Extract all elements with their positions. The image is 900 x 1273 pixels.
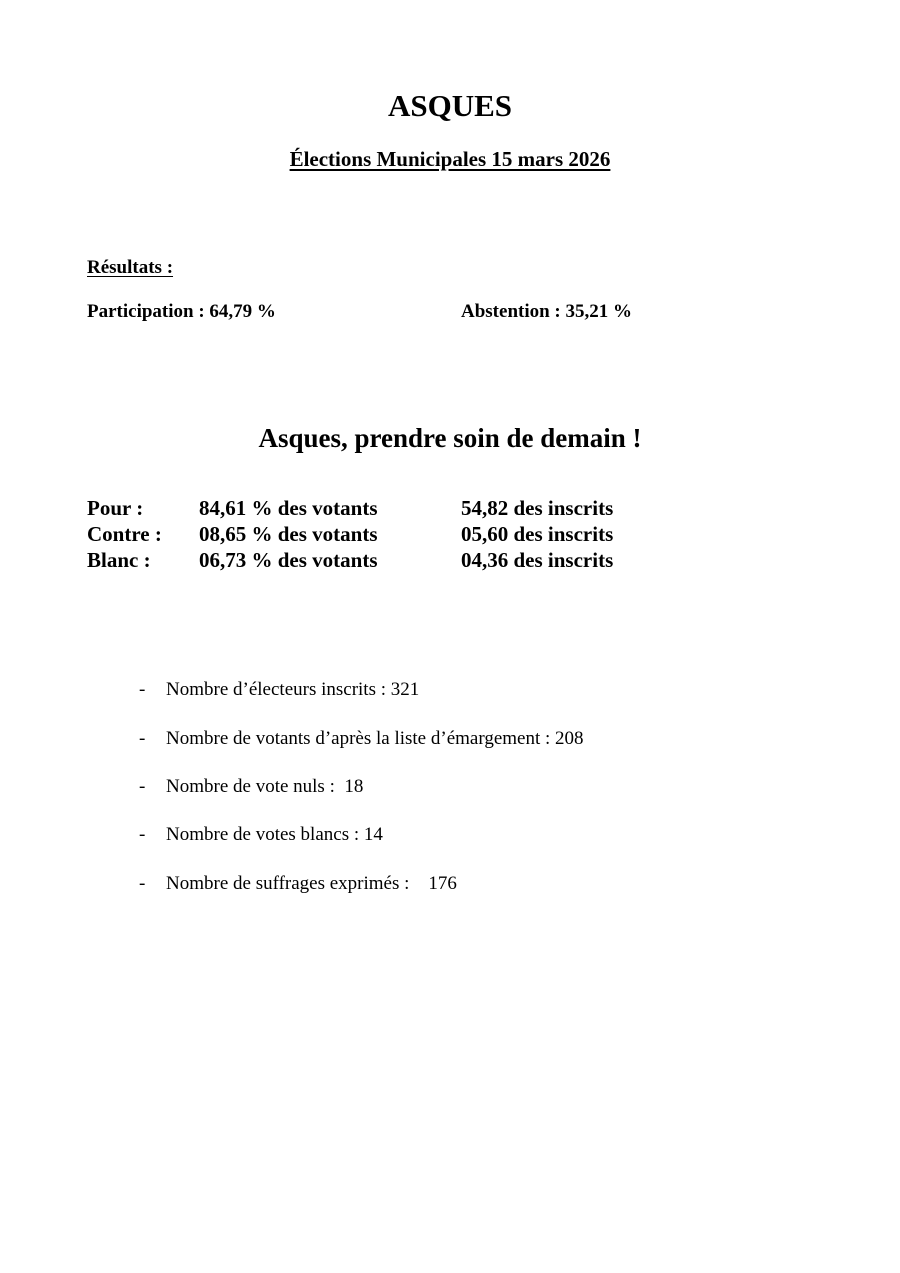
bullet-dash: - [139,824,146,845]
result-registered-percent: 54,82 des inscrits [461,496,614,520]
results-heading: Résultats : [87,257,174,278]
result-label: Blanc : [87,548,151,572]
result-voters-percent: 08,65 % des votants [199,522,378,546]
page-title: ASQUES [387,88,513,123]
result-registered-percent: 04,36 des inscrits [461,548,614,572]
result-label: Contre : [87,522,162,546]
bullet-dash: - [139,873,146,894]
count-text: Nombre de votants d’après la liste d’émargement : 208 [166,728,584,749]
count-text: Nombre de votes blancs : 14 [166,824,383,845]
bullet-dash: - [139,728,146,749]
result-registered-percent: 05,60 des inscrits [461,522,614,546]
bullet-dash: - [139,776,146,797]
list-name: Asques, prendre soin de demain ! [258,423,642,453]
count-text: Nombre d’électeurs inscrits : 321 [166,679,420,700]
participation-rate: Participation : 64,79 % [87,301,276,322]
bullet-dash: - [139,679,146,700]
abstention-rate: Abstention : 35,21 % [461,301,633,322]
count-text: Nombre de vote nuls : 18 [166,776,364,797]
result-voters-percent: 06,73 % des votants [199,548,378,572]
result-label: Pour : [87,496,144,520]
result-voters-percent: 84,61 % des votants [199,496,378,520]
count-text: Nombre de suffrages exprimés : 176 [166,873,457,894]
election-subtitle: Élections Municipales 15 mars 2026 [289,147,611,171]
